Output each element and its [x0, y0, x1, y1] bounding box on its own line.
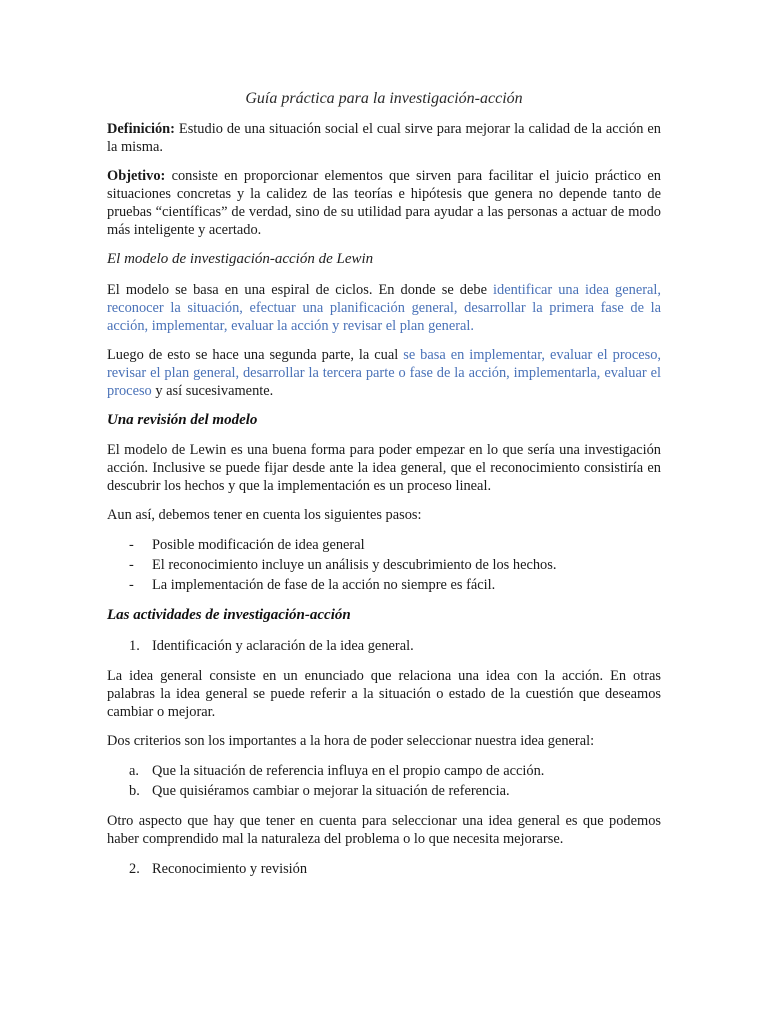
list-item [107, 859, 661, 879]
list-item [107, 535, 661, 555]
activities-list-2 [107, 859, 661, 879]
activities-paragraph-2: Dos criterios son los importantes a la hora de poder seleccionar nuestra idea general: [107, 733, 595, 749]
objective-label: Objetivo: [107, 168, 166, 184]
letter-marker: b. [129, 783, 140, 799]
list-item [107, 575, 661, 595]
section-heading-lewin: El modelo de investigación-acción de Lewin [107, 251, 374, 267]
lewin-p2-text: Luego de esto se hace una segunda parte, la cual [107, 347, 404, 363]
list-item-text: Reconocimiento y revisión [152, 861, 308, 877]
section-heading-revision: Una revisión del modelo [107, 412, 258, 428]
definition-label: Definición: [107, 121, 175, 137]
list-item-text: El reconocimiento incluye un análisis y descubrimiento de los hechos. [152, 557, 557, 573]
lewin-p1-text: El modelo se basa en una espiral de ciclos. En donde se debe [107, 282, 494, 298]
letter-marker: a. [129, 763, 139, 779]
revision-paragraph-2: Aun así, debemos tener en cuenta los siguientes pasos: [107, 507, 422, 523]
dash-marker: - [129, 537, 134, 553]
activities-paragraph-1: La idea general consiste en un enunciado que relaciona una idea con la acción. En otras palabras la idea general se puede referir a la situación o estado de la cuestión que deseamos cambiar o mejorar. [107, 668, 661, 720]
list-item-text: La implementación de fase de la acción no siempre es fácil. [152, 577, 496, 593]
revision-steps-list [107, 535, 661, 595]
lewin-paragraph-1 [107, 281, 661, 335]
lewin-p2-highlight: se basa en implementar, evaluar el proceso, revisar el plan general, desarrollar la tercera parte o fase de la acción, implementarla, evaluar el proceso [107, 347, 661, 399]
revision-paragraph-1: El modelo de Lewin es una buena forma para poder empezar en lo que sería una investigación acción. Inclusive se puede fijar desde ante la idea general, que el reconocimiento consistiría en descubrir los hechos y que la implementación es un proceso lineal. [107, 442, 661, 494]
document-title: Guía práctica para la investigación-acción [245, 90, 523, 107]
lewin-paragraph-2 [107, 346, 661, 400]
number-marker: 2. [129, 861, 140, 877]
definition-text: Estudio de una situación social el cual sirve para mejorar la calidad de la acción en la misma. [107, 121, 661, 155]
activities-list-1 [107, 636, 661, 656]
lewin-p2-tail: y así sucesivamente. [151, 383, 274, 399]
list-item-text: Identificación y aclaración de la idea general. [152, 638, 414, 654]
list-item [107, 781, 661, 801]
definition-paragraph [107, 120, 661, 156]
section-heading-activities: Las actividades de investigación-acción [107, 607, 351, 623]
number-marker: 1. [129, 638, 140, 654]
list-item [107, 761, 661, 781]
list-item-text: Que la situación de referencia influya en el propio campo de acción. [152, 763, 545, 779]
lewin-p1-highlight: identificar una idea general, reconocer la situación, efectuar una planificación general, desarrollar la primera fase de la acción, implementar, evaluar la acción y revisar el plan general. [107, 282, 661, 334]
objective-paragraph [107, 167, 661, 239]
list-item [107, 555, 661, 575]
objective-text: consiste en proporcionar elementos que sirven para facilitar el juicio práctico en situaciones concretas y la calidez de las teorías e hipótesis que genera no depende tanto de pruebas “científicas” de verdad, sino de su utilidad para ayudar a las personas a actuar de modo más inteligente y acertado. [107, 168, 661, 238]
activities-paragraph-3: Otro aspecto que hay que tener en cuenta para seleccionar una idea general es que podemos haber comprendido mal la naturaleza del problema o lo que necesita mejorarse. [107, 813, 661, 847]
list-item [107, 636, 661, 656]
list-item-text: Que quisiéramos cambiar o mejorar la situación de referencia. [152, 783, 510, 799]
list-item-text: Posible modificación de idea general [152, 537, 365, 553]
dash-marker: - [129, 577, 134, 593]
criteria-list [107, 761, 661, 801]
dash-marker: - [129, 557, 134, 573]
